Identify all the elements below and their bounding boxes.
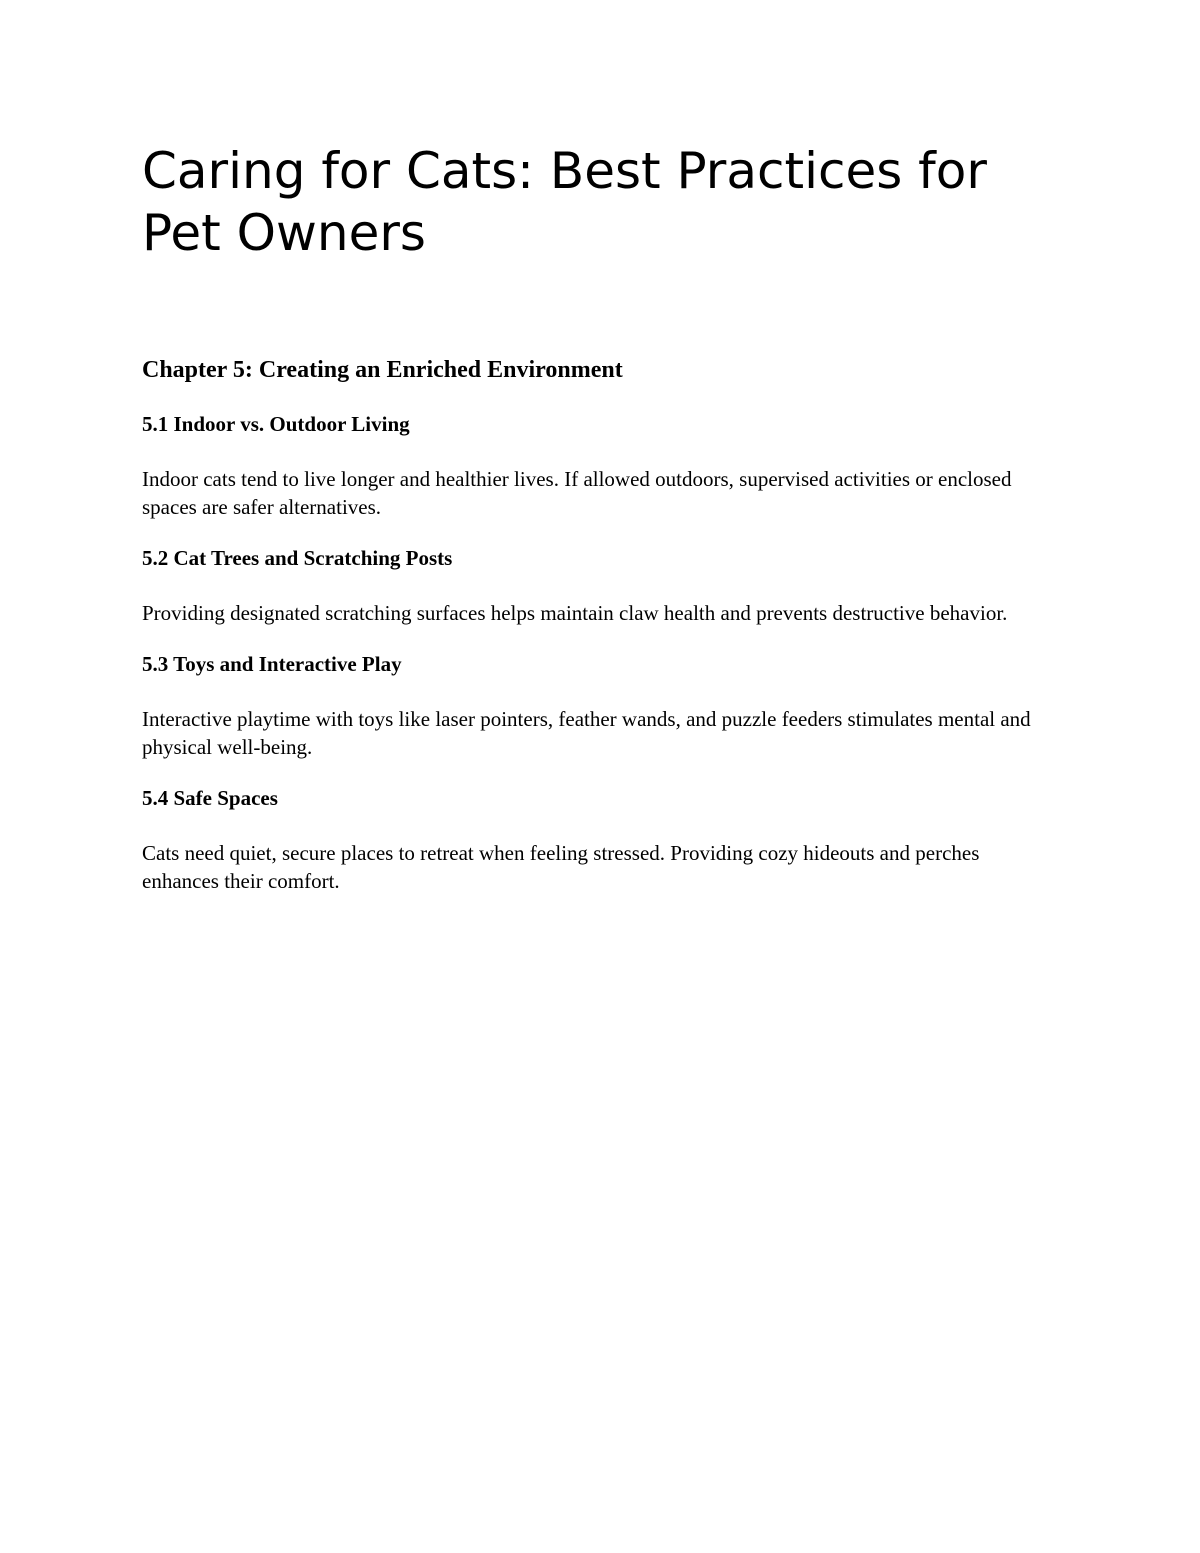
section-heading: 5.2 Cat Trees and Scratching Posts — [142, 546, 453, 570]
chapter-heading: Chapter 5: Creating an Enriched Environment — [142, 357, 623, 383]
section-safe-spaces — [142, 785, 1042, 895]
section-body: Interactive playtime with toys like laser pointers, feather wands, and puzzle feeders stimulates mental and physical well-being. — [142, 707, 1031, 759]
document-page — [142, 140, 1042, 895]
document-title: Caring for Cats: Best Practices for Pet Owners — [142, 142, 987, 262]
section-indoor-outdoor — [142, 411, 1042, 521]
section-heading: 5.4 Safe Spaces — [142, 786, 278, 810]
section-body: Cats need quiet, secure places to retreat when feeling stressed. Providing cozy hideouts and perches enhances their comfort. — [142, 841, 980, 893]
section-heading: 5.1 Indoor vs. Outdoor Living — [142, 412, 410, 436]
section-heading: 5.3 Toys and Interactive Play — [142, 652, 402, 676]
section-toys-play — [142, 651, 1042, 761]
section-body: Indoor cats tend to live longer and healthier lives. If allowed outdoors, supervised activities or enclosed spaces are safer alternatives. — [142, 467, 1012, 519]
section-body: Providing designated scratching surfaces helps maintain claw health and prevents destructive behavior. — [142, 601, 1008, 625]
section-cat-trees — [142, 545, 1042, 627]
